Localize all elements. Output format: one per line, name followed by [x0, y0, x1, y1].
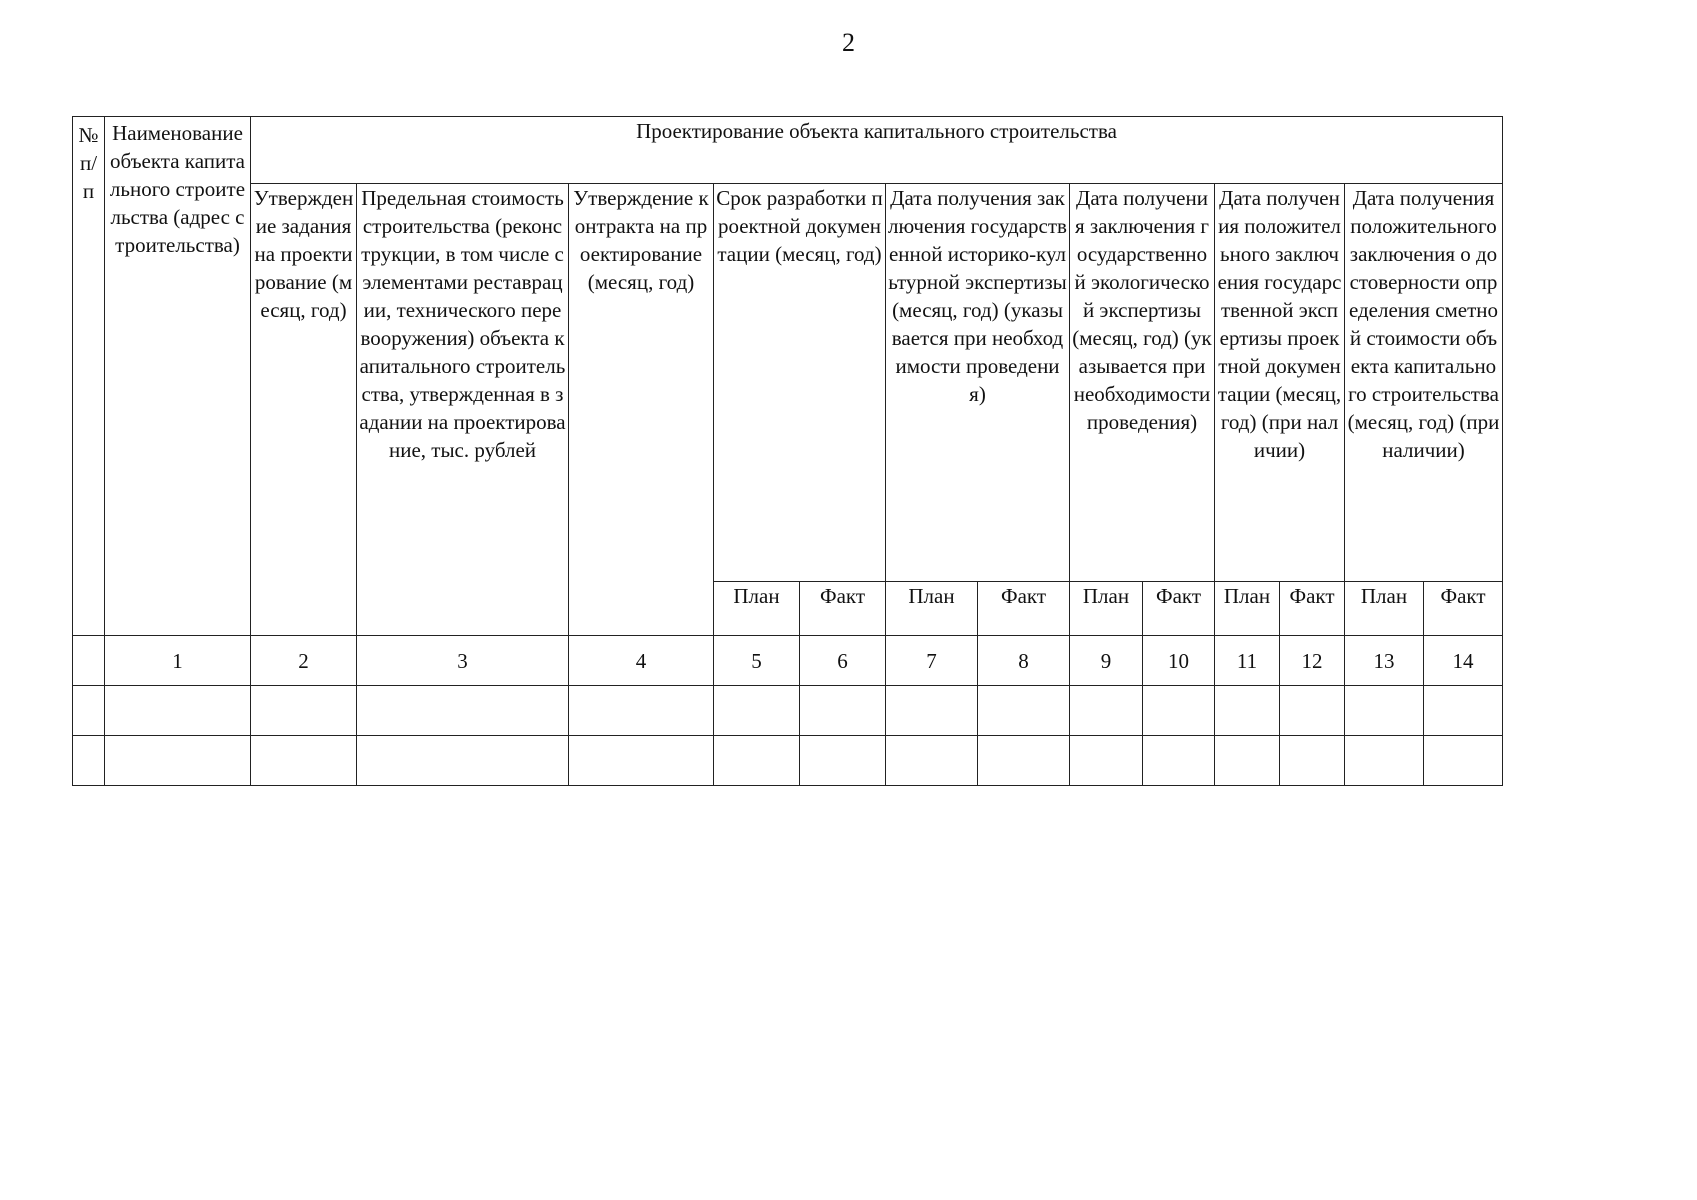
- empty-cell: [1280, 736, 1345, 786]
- header-col13-14: Дата получения положительного заключения о достоверности определения сметной стоимости объекта капитального строительства (месяц, год) (при наличии): [1345, 184, 1503, 582]
- fact-label: Факт: [978, 582, 1070, 636]
- empty-cell: [1424, 736, 1503, 786]
- table-row: [73, 686, 1503, 736]
- empty-cell: [978, 736, 1070, 786]
- column-number-cell: 6: [800, 636, 886, 686]
- fact-label: Факт: [1424, 582, 1503, 636]
- header-row-group: [73, 117, 1503, 184]
- column-number-cell: 12: [1280, 636, 1345, 686]
- plan-label: План: [1215, 582, 1280, 636]
- column-number-cell: 5: [714, 636, 800, 686]
- empty-cell: [251, 736, 357, 786]
- header-col2: Утверждение задания на проектирование (месяц, год): [251, 184, 357, 636]
- empty-cell: [800, 686, 886, 736]
- fact-label: Факт: [1280, 582, 1345, 636]
- empty-cell: [105, 736, 251, 786]
- header-col5-6: Срок разработки проектной документации (месяц, год): [714, 184, 886, 582]
- empty-cell: [1070, 686, 1143, 736]
- column-number-cell: 3: [357, 636, 569, 686]
- page-number: 2: [842, 28, 855, 57]
- column-number-cell: 11: [1215, 636, 1280, 686]
- column-number-cell: 9: [1070, 636, 1143, 686]
- column-number-cell: 1: [105, 636, 251, 686]
- plan-label: План: [886, 582, 978, 636]
- empty-cell: [1424, 686, 1503, 736]
- empty-cell: [569, 736, 714, 786]
- column-number-cell: 10: [1143, 636, 1215, 686]
- header-col11-12: Дата получения положительного заключения государственной экспертизы проектной документации (месяц, год) (при наличии): [1215, 184, 1345, 582]
- empty-cell: [357, 736, 569, 786]
- empty-cell: [1280, 686, 1345, 736]
- empty-cell: [73, 686, 105, 736]
- header-col7-8: Дата получения заключения государственной историко-культурной экспертизы (месяц, год) (указывается при необходимости проведения): [886, 184, 1070, 582]
- empty-cell: [714, 686, 800, 736]
- empty-cell: [105, 686, 251, 736]
- empty-cell: [1215, 686, 1280, 736]
- empty-cell: [886, 686, 978, 736]
- plan-label: План: [1345, 582, 1424, 636]
- column-number-cell: 4: [569, 636, 714, 686]
- empty-cell: [569, 686, 714, 736]
- empty-cell: [357, 686, 569, 736]
- empty-cell: [1143, 736, 1215, 786]
- empty-cell: [978, 686, 1070, 736]
- column-number-cell: 14: [1424, 636, 1503, 686]
- column-number-cell: [73, 636, 105, 686]
- column-number-cell: 7: [886, 636, 978, 686]
- column-number-row: [73, 636, 1503, 686]
- empty-cell: [73, 736, 105, 786]
- header-col4: Утверждение контракта на проектирование (месяц, год): [569, 184, 714, 636]
- header-design-group: Проектирование объекта капитального строительства: [251, 117, 1503, 184]
- construction-design-table: [72, 116, 1503, 786]
- empty-cell: [886, 736, 978, 786]
- empty-cell: [1070, 736, 1143, 786]
- empty-cell: [1215, 736, 1280, 786]
- fact-label: Факт: [800, 582, 886, 636]
- empty-cell: [714, 736, 800, 786]
- header-no: № п/п: [73, 117, 105, 636]
- fact-label: Факт: [1143, 582, 1215, 636]
- header-col3: Предельная стоимость строительства (реконструкции, в том числе с элементами реставрации, технического перевооружения) объекта капитального строительства, утвержденная в задании на проектирование, тыс. рублей: [357, 184, 569, 636]
- empty-cell: [251, 686, 357, 736]
- table-row: [73, 736, 1503, 786]
- column-number-cell: 2: [251, 636, 357, 686]
- column-number-cell: 13: [1345, 636, 1424, 686]
- plan-label: План: [1070, 582, 1143, 636]
- header-col9-10: Дата получения заключения государственной экологической экспертизы (месяц, год) (указывается при необходимости проведения): [1070, 184, 1215, 582]
- empty-cell: [1345, 686, 1424, 736]
- plan-label: План: [714, 582, 800, 636]
- header-row-columns: [73, 184, 1503, 582]
- empty-cell: [1345, 736, 1424, 786]
- empty-cell: [800, 736, 886, 786]
- empty-cell: [1143, 686, 1215, 736]
- header-object-name: Наименование объекта капитального строительства (адрес строительства): [105, 117, 251, 636]
- column-number-cell: 8: [978, 636, 1070, 686]
